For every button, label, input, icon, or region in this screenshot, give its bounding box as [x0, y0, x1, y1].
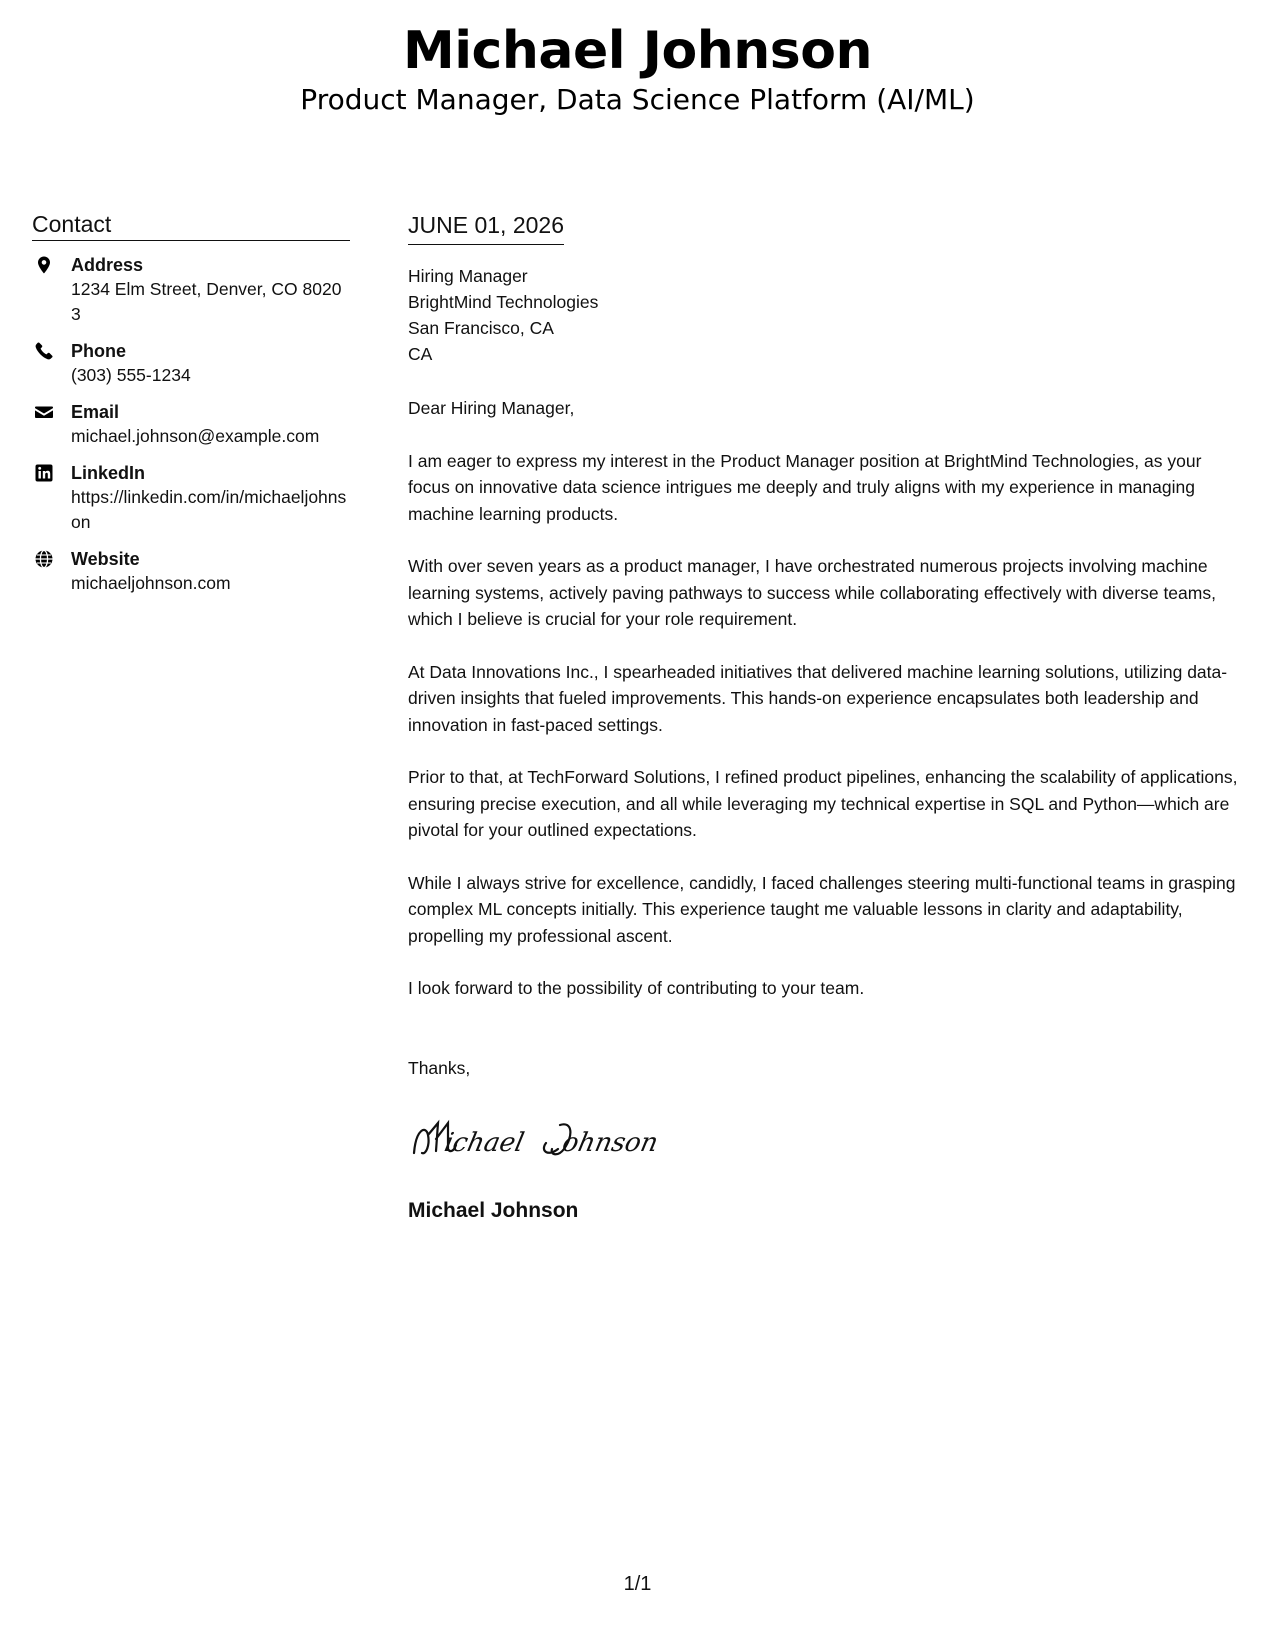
contact-label: Website: [71, 549, 140, 569]
applicant-role: Product Manager, Data Science Platform (AI/ML): [300, 83, 975, 116]
recipient-line: San Francisco, CA: [408, 318, 554, 338]
contact-address: [32, 253, 350, 327]
letter-paragraph: With over seven years as a product manager, I have orchestrated numerous projects involving machine learning systems, actively paving pathways to success while collaborating effectively with diverse teams, which I believe is crucial for your role requirement.: [408, 556, 1216, 629]
map-pin-icon: [34, 255, 54, 275]
linkedin-link[interactable]: https://linkedin.com/in/michaeljohnson: [71, 487, 347, 532]
contact-label: Phone: [71, 341, 127, 361]
contact-label: LinkedIn: [71, 463, 146, 483]
page-number: 1/1: [623, 1573, 652, 1595]
globe-icon: [34, 549, 54, 569]
salutation: Dear Hiring Manager,: [408, 398, 575, 418]
letter-paragraph: I look forward to the possibility of contributing to your team.: [408, 978, 865, 998]
contact-value: (303) 555-1234: [71, 365, 191, 385]
contact-website: [32, 547, 350, 596]
recipient-block: [408, 263, 1243, 367]
handwritten-signature: [408, 1109, 678, 1169]
applicant-name: Michael Johnson: [402, 21, 872, 81]
contact-label: Address: [71, 255, 144, 275]
contact-phone: [32, 339, 350, 388]
recipient-line: Hiring Manager: [408, 266, 528, 286]
letter-header: [0, 20, 1275, 118]
website-link[interactable]: michaeljohnson.com: [71, 573, 231, 593]
contact-linkedin: [32, 461, 350, 535]
letter-paragraph: I am eager to express my interest in the Product Manager position at BrightMind Technologies, as your focus on innovative data science intrigues me deeply and truly aligns with my experience in managing machine learning products.: [408, 450, 1202, 524]
closing: Thanks,: [408, 1057, 471, 1078]
letter-paragraph: While I always strive for excellence, candidly, I faced challenges steering multi-functional teams in grasping complex ML concepts initially. This experience taught me valuable lessons in clarity and adaptability, propelling my professional ascent.: [408, 872, 1236, 946]
recipient-line: BrightMind Technologies: [408, 292, 599, 312]
signed-name: Michael Johnson: [408, 1198, 579, 1222]
envelope-icon: [34, 402, 54, 422]
contact-sidebar: [32, 210, 350, 608]
letter-paragraph: Prior to that, at TechForward Solutions, I refined product pipelines, enhancing the scalability of applications, ensuring precise execution, and all while leveraging my technical expertise in SQL and Python—which are pivotal for your outlined expectations.: [408, 767, 1238, 840]
recipient-line: CA: [408, 344, 433, 364]
contact-email: [32, 400, 350, 449]
svg-text:ohnson: ohnson: [559, 1128, 661, 1158]
email-link[interactable]: michael.johnson@example.com: [71, 426, 320, 446]
contact-label: Email: [71, 402, 120, 422]
contact-heading: Contact: [32, 210, 350, 241]
letter-paragraph: At Data Innovations Inc., I spearheaded initiatives that delivered machine learning solutions, utilizing data-driven insights that fueled improvements. This hands-on experience encapsulates both leadership and innovation in fast-paced settings.: [408, 661, 1228, 735]
contact-value: 1234 Elm Street, Denver, CO 80203: [71, 279, 342, 324]
svg-text:ichael: ichael: [441, 1128, 527, 1158]
phone-icon: [34, 341, 54, 361]
linkedin-icon: [34, 463, 54, 483]
letter-body: [408, 210, 1243, 1225]
letter-date: JUNE 01, 2026: [408, 210, 564, 245]
